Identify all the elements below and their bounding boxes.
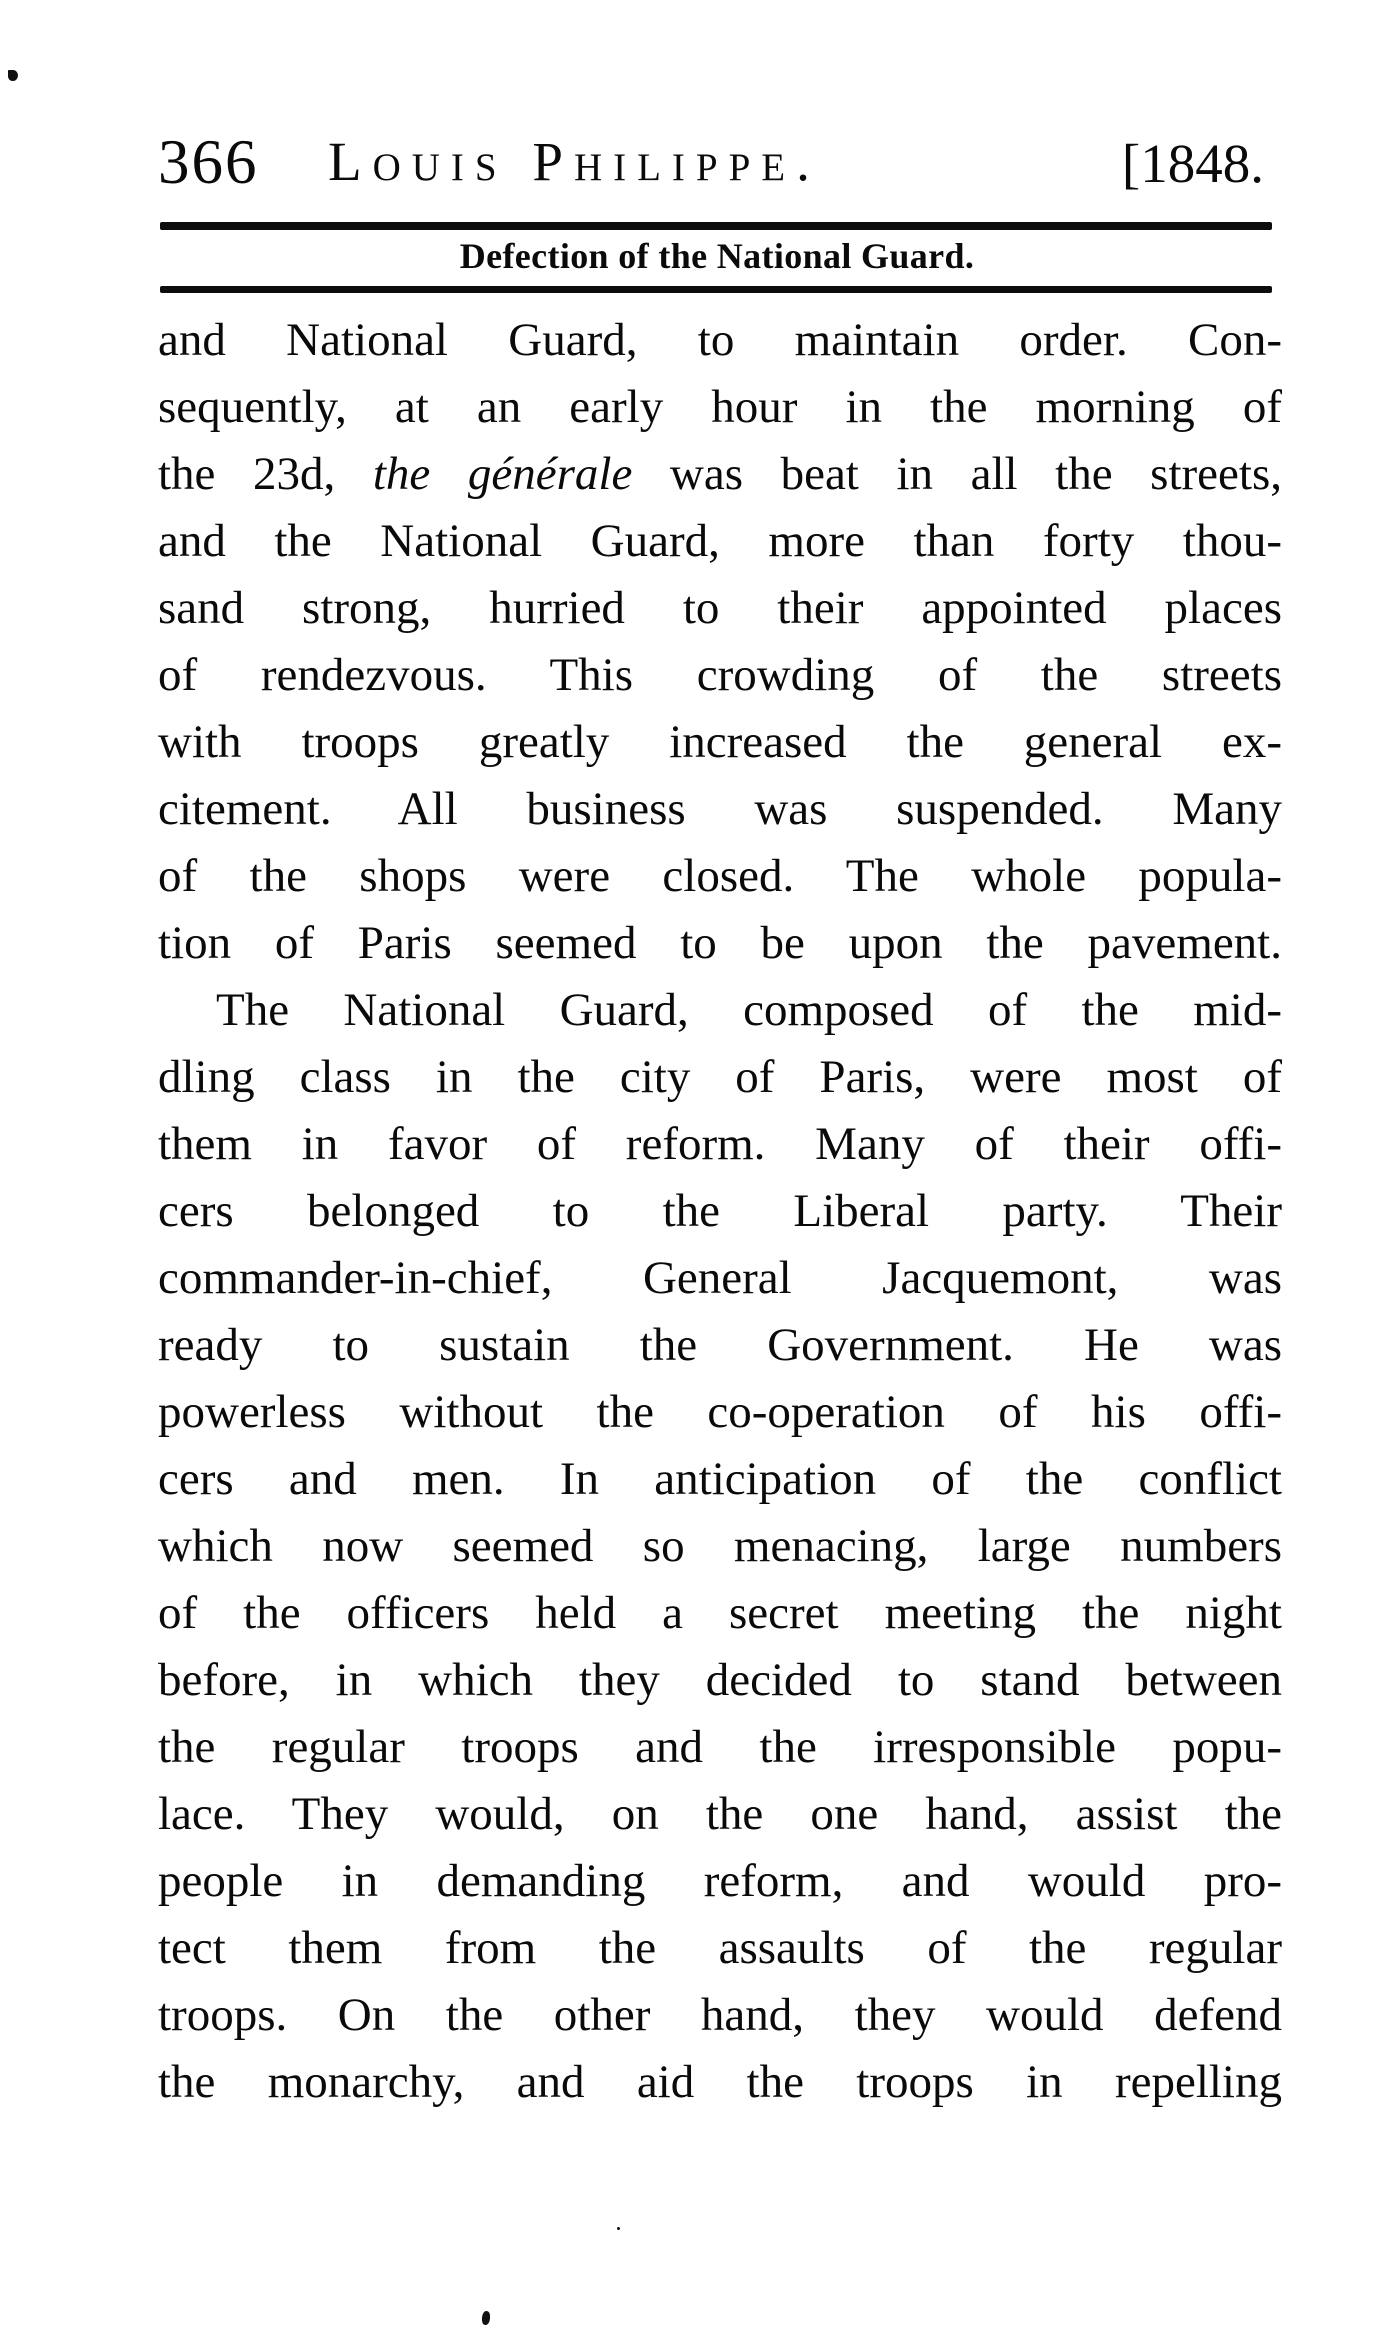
ink-speck-top-left xyxy=(8,70,18,81)
body-line: sand strong, hurried to their appointed places xyxy=(158,582,1282,634)
body-line: troops. On the other hand, they would defend xyxy=(158,1989,1282,2041)
body-line: before, in which they decided to stand between xyxy=(158,1654,1282,1706)
body-line: dling class in the city of Paris, were most of xyxy=(158,1051,1282,1103)
header-date: [1848. xyxy=(1121,133,1264,194)
body-line: of the officers held a secret meeting the night xyxy=(158,1587,1282,1639)
bottom-rule xyxy=(160,286,1272,293)
ink-speck-bottom xyxy=(481,2311,490,2326)
body-line: sequently, at an early hour in the morning of xyxy=(158,381,1282,433)
body-line: of rendezvous. This crowding of the streets xyxy=(158,649,1282,701)
body-line: tion of Paris seemed to be upon the pavement. xyxy=(158,917,1282,969)
body-line: the 23d, the générale was beat in all the streets, xyxy=(158,448,1282,500)
body-line: with troops greatly increased the general ex- xyxy=(158,716,1282,768)
page-number: 366 xyxy=(158,127,259,197)
body-line: people in demanding reform, and would pro- xyxy=(158,1855,1282,1907)
top-rule xyxy=(160,222,1272,230)
body-line: the monarchy, and aid the troops in repelling xyxy=(158,2056,1282,2108)
body-line: lace. They would, on the one hand, assist the xyxy=(158,1788,1282,1840)
body-line: commander-in-chief, General Jacquemont, was xyxy=(158,1252,1282,1304)
body-line: which now seemed so menacing, large numbers xyxy=(158,1520,1282,1572)
running-head: Defection of the National Guard. xyxy=(459,236,975,276)
body-line: them in favor of reform. Many of their offi- xyxy=(158,1118,1282,1170)
body-line: cers and men. In anticipation of the conflict xyxy=(158,1453,1282,1505)
body-line: of the shops were closed. The whole popula- xyxy=(158,850,1282,902)
body-line: and the National Guard, more than forty thou- xyxy=(158,515,1282,567)
body-line: ready to sustain the Government. He was xyxy=(158,1319,1282,1371)
body-line: cers belonged to the Liberal party. Their xyxy=(158,1185,1282,1237)
body-line: The National Guard, composed of the mid- xyxy=(216,984,1282,1036)
body-line: tect them from the assaults of the regular xyxy=(158,1922,1282,1974)
body-text xyxy=(158,307,1282,2116)
body-line: citement. All business was suspended. Many xyxy=(158,783,1282,835)
body-line: and National Guard, to maintain order. Con- xyxy=(158,314,1282,366)
ink-speck-dot xyxy=(617,2227,620,2230)
body-line: the regular troops and the irresponsible popu- xyxy=(158,1721,1282,1773)
body-line: powerless without the co-operation of his offi- xyxy=(158,1386,1282,1438)
header-title: Louis Philippe. xyxy=(328,131,821,192)
